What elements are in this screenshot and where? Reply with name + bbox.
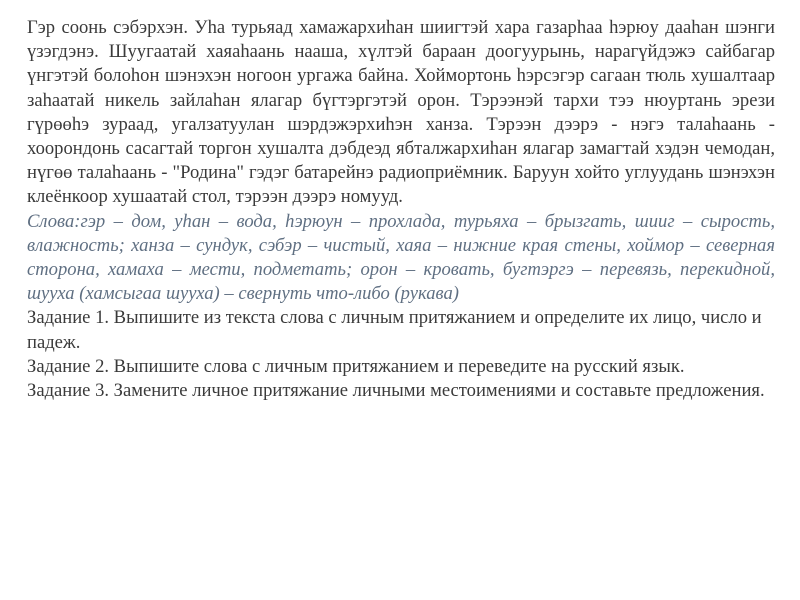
buryat-text-paragraph: Гэр соонь сэбэрхэн. Уhа турьяад хамажархиhан шиигтэй хара газарhаа hэрюу даahан шэнги үзэгдэнэ. Шуугаатай хаяahaань нааша, хүлтэй бараан доогуурынь, нарагүйдэжэ сайбагар үнгэтэй болоhон шэнэхэн ногоон ургажа байна. Хоймортонь hэрсэгэр сагаан тюль хушалтаар заhаатай никель зайлаhан ялагар бүгтэргэтэй орон. Тэрээнэй тархи тээ нюуртань эрези гүрөөhэ зураад, угалзатуулан шэрдэжэрхиhэн ханза. Тэрээн дээрэ - нэгэ талаhaань - хоорондонь сасагтай торгон хушалта дэбдеэд ябталжархиhан ялагар замагтай хэдэн чемодан, нүгөө талаhaань - "Родина" гэдэг батарейнэ радиоприёмник. Баруун хойто углуудань шэнэхэн клеёнкоор хушаатай стол, тэрээн дээрэ номууд.	[27, 17, 775, 208]
task-3: Задание 3. Замените личное притяжание личными местоимениями и составьте предложения.	[27, 380, 765, 402]
document-slide	[27, 16, 775, 403]
vocabulary-list: Слова:гэр – дом, уhан – вода, hэрюун – прохлада, турьяха – брызгать, шииг – сырость, влажность; ханза – сундук, сэбэр – чистый, хаяа – нижние края стены, хоймор – северная сторона, хамаха – мести, подметать; орон – кровать, бугтэргэ – перевязь, перекидной, шууха (хамсыгаа шууха) – свернуть что-либо (рукава)	[27, 210, 775, 305]
task-2: Задание 2. Выпишите слова с личным притяжанием и переведите на русский язык.	[27, 355, 685, 377]
task-1: Задание 1. Выпишите из текста слова с личным притяжанием и определите их лицо, число и падеж.	[27, 307, 762, 353]
